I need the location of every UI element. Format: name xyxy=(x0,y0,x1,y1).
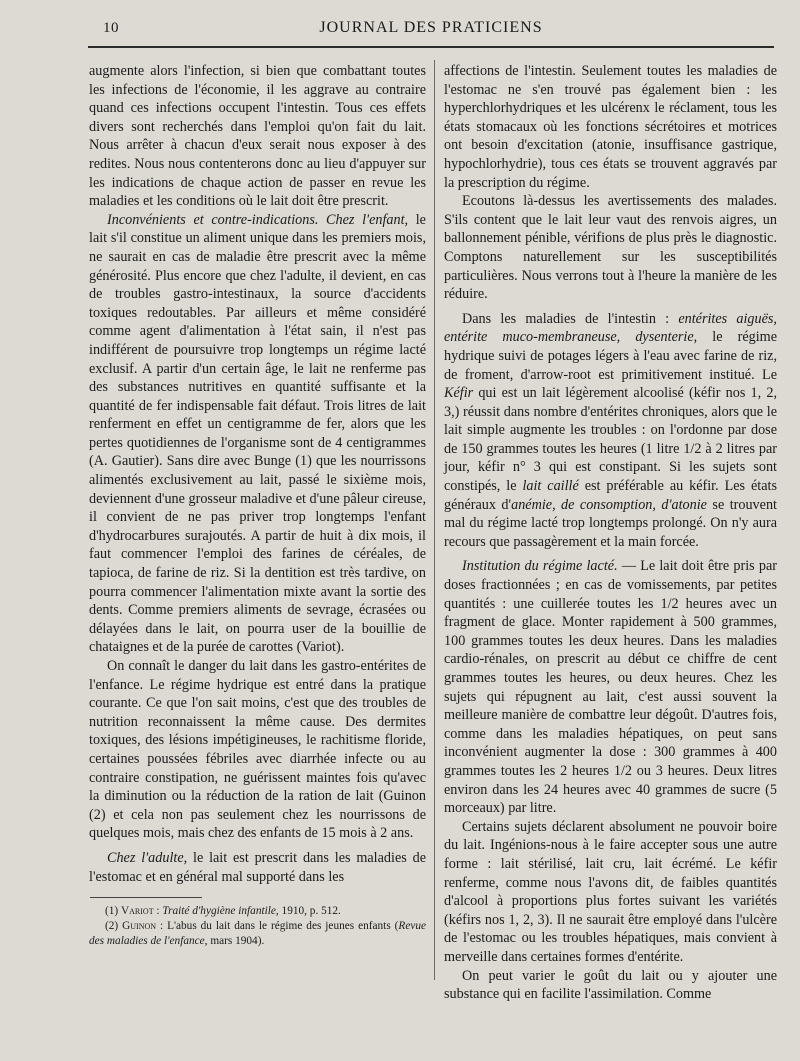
left-paragraph-4: Chez l'adulte, le lait est prescrit dans les maladies de l'estomac et en général mal supporté dans les xyxy=(89,849,426,885)
author-variot: Variot xyxy=(301,639,336,656)
left-paragraph-3: On connaît le danger du lait dans les gastro-entérites de l'enfance. Le régime hydrique est entré dans la pratique courante. Ce que l'on sait moins, c'est que des troubles de nutrition reconnaissent la même cause. Des dermites toxiques, des lésions impétigineuses, le rachitisme floride, certaines poussées fébriles avec diarrhée infecte ou au contraire constipation, ne guérissent maintes fois qu'avec la diminution ou la réduction de la ration de lait (Guinon (2) et cela non pas seulement chez les nourrissons de quelques mois, mais chez des enfants de 15 mois à 2 ans. xyxy=(89,658,426,842)
right-paragraph-1: affections de l'intestin. Seulement toutes les maladies de l'estomac ne s'en trouvé pas également bien : les hyperchlorhydriques et les ulcérenx le réclament, tous les états stomacaux où les fonctions sécrétoires et motrices ont besoin d'excitation (atonie, insuffisance gastrique, hypochlorhydrie), tous ces états se trouvent aggravés par la prescription du régime. xyxy=(444,63,777,191)
footnote-rule xyxy=(90,897,202,898)
left-paragraph-2: Inconvénients et contre-indications. Chez l'enfant, le lait s'il constitue un aliment unique dans les premiers mois, ne saurait en cas de maladie être prescrit avec la même générosité. Plus encore que chez l'adulte, il devient, en cas de troubles gastro-intestinaux, la source d'accidents toxiques redoutables. Par ailleurs et même considéré comme agent d'alimentation à l'état sain, il n'est pas indifférent de poursuivre trop longtemps un régime lacté exclusif. A partir d'un certain âge, le lait ne renferme pas des substances nutritives en quantité suffisante et la quantité de fer indispensable fait défaut. Trois litres de lait renferment en effet un centigramme de fer, alors que les pertes quotidiennes de l'organisme sont de 4 centigrammes (A. Gautier). Sans dire avec Bunge (1) que les nourrissons alimentés exclusivement au lait, passé le sixième mois, deviennent d'une grosseur maladive et d'une pâleur cireuse, il convient de ne pas priver trop longtemps l'enfant d'hydrocarbures surajoutés. A partir de huit à dix mois, il faut commencer l'emploi des farines de céréales, de tapioca, de farine de riz. Si la dentition est très tardive, on pourra commencer l'alimentation mixte avant la sortie des dents. Comme premiers aliments de sevrage, écrasées ou délayées dans le lait, on pourra user de la bouillie de chataignes et de la purée de carottes (Variot). xyxy=(89,211,426,656)
footnote-2: (2) Guinon : L'abus du lait dans le régime des jeunes enfants (Revue des maladies de l'enfance, mars 1904). xyxy=(89,920,427,947)
running-header xyxy=(88,18,774,44)
right-paragraph-5: Certains sujets déclarent absolument ne pouvoir boire du lait. Ingénions-nous à le faire accepter sous une autre forme : lait stérilisé, lait cru, lait écrémé. Le kéfir renferme, comme nous l'avons dit, de faibles quantités d'alcool à proportions plus fortes suivant les variétés (kéfirs nos 1, 2, 3). Il ne saurait être employé dans l'ulcère de l'estomac ou les troubles hépatiques, mais convient à merveille dans certaines formes d'entérite. xyxy=(444,818,777,965)
header-rule xyxy=(88,46,774,48)
right-paragraph-6: On peut varier le goût du lait ou y ajouter une substance qui en facilite l'assimilation. Comme xyxy=(444,967,777,1003)
footnote-1: (1) Variot : Traité d'hygiène infantile, 1910, p. 512. xyxy=(105,905,341,917)
page-number: 10 xyxy=(103,20,119,36)
journal-title: JOURNAL DES PRATICIENS xyxy=(319,19,543,36)
author-bunge: Bunge xyxy=(254,453,292,470)
left-paragraph-1: augmente alors l'infection, si bien que combattant toutes les infections de l'économie, il les aggrave au contraire quand ces infections occupent l'intestin. Tous ces effets divers sont recherchés dans l'emploi qu'on fait du lait. Nous arrêter à chacun d'eux serait nous exposer à des redites. Nous nous contenterons donc au lieu d'appuyer sur les indications de chaque action de passer en revue les maladies et les conditions où le lait doit être prescrit. xyxy=(89,63,426,210)
left-column xyxy=(89,62,426,886)
section-heading-adulte: Chez l'adulte, xyxy=(107,849,188,866)
right-column xyxy=(444,62,777,1004)
footnotes xyxy=(89,904,426,949)
column-divider xyxy=(434,60,435,980)
author-gautier: A. Gautier xyxy=(93,453,155,470)
section-heading-institution: Institution du régime lacté. xyxy=(462,558,618,575)
section-heading-contre-indications: Inconvénients et contre-indications. Chez l'enfant, xyxy=(107,211,409,228)
right-paragraph-3: Dans les maladies de l'intestin : entérites aiguës, entérite muco-membraneuse, dysenterie, le régime hydrique suivi de potages légers à l'eau avec farine de riz, de froment, d'arrow-root est primitivement institué. Le Kéfir qui est un lait légèrement alcoolisé (kéfir nos 1, 2, 3,) réussit dans nombre d'entérites chroniques, alors que le lait simple augmente les troubles : on l'ordonne par dose de 150 grammes toutes les heures (1 litre 1/2 à 2 litres par jour, kéfir n° 3 qui est constipant. Si les sujets sont constipés, le lait caillé est préférable au kéfir. Les états généraux d'anémie, de consomption, d'atonie se trouvent mal du régime lacté trop longtemps prolongé. On n'y aura recours que passagèrement et la main forcée. xyxy=(444,310,777,550)
right-paragraph-2: Ecoutons là-dessus les avertissements des malades. S'ils content que le lait leur vaut des renvois aigres, un ballonnement pénible, vérifions de plus près le diagnostic. Comptons naturellement sur les susceptibilités particulières. Nous verrons tout à l'heure la manière de les réduire. xyxy=(444,193,777,303)
right-paragraph-4: Institution du régime lacté. — Le lait doit être pris par doses fractionnées ; en cas de vomissements, par petites quantités : une cuillerée toutes les 1/2 heures avec un fragment de glace. Monter rapidement à 500 grammes, 100 grammes toutes les deux heures. Dans les maladies cardio-rénales, on prescrit au début ce chiffre de cent grammes toutes les heures, ou deux heures. Chez les sujets qui répugnent au lait, c'est aussi souvent la meilleure manière de combattre leur dégoût. D'autres fois, comme dans les maladies hépatiques, on peut sans inconvénient augmenter la dose : 300 grammes à 400 grammes toutes les 2 heures 1/2 ou 3 heures. Deux litres environ dans les 24 heures avec 40 grammes de sucre (5 morceaux) par litre. xyxy=(444,558,777,817)
